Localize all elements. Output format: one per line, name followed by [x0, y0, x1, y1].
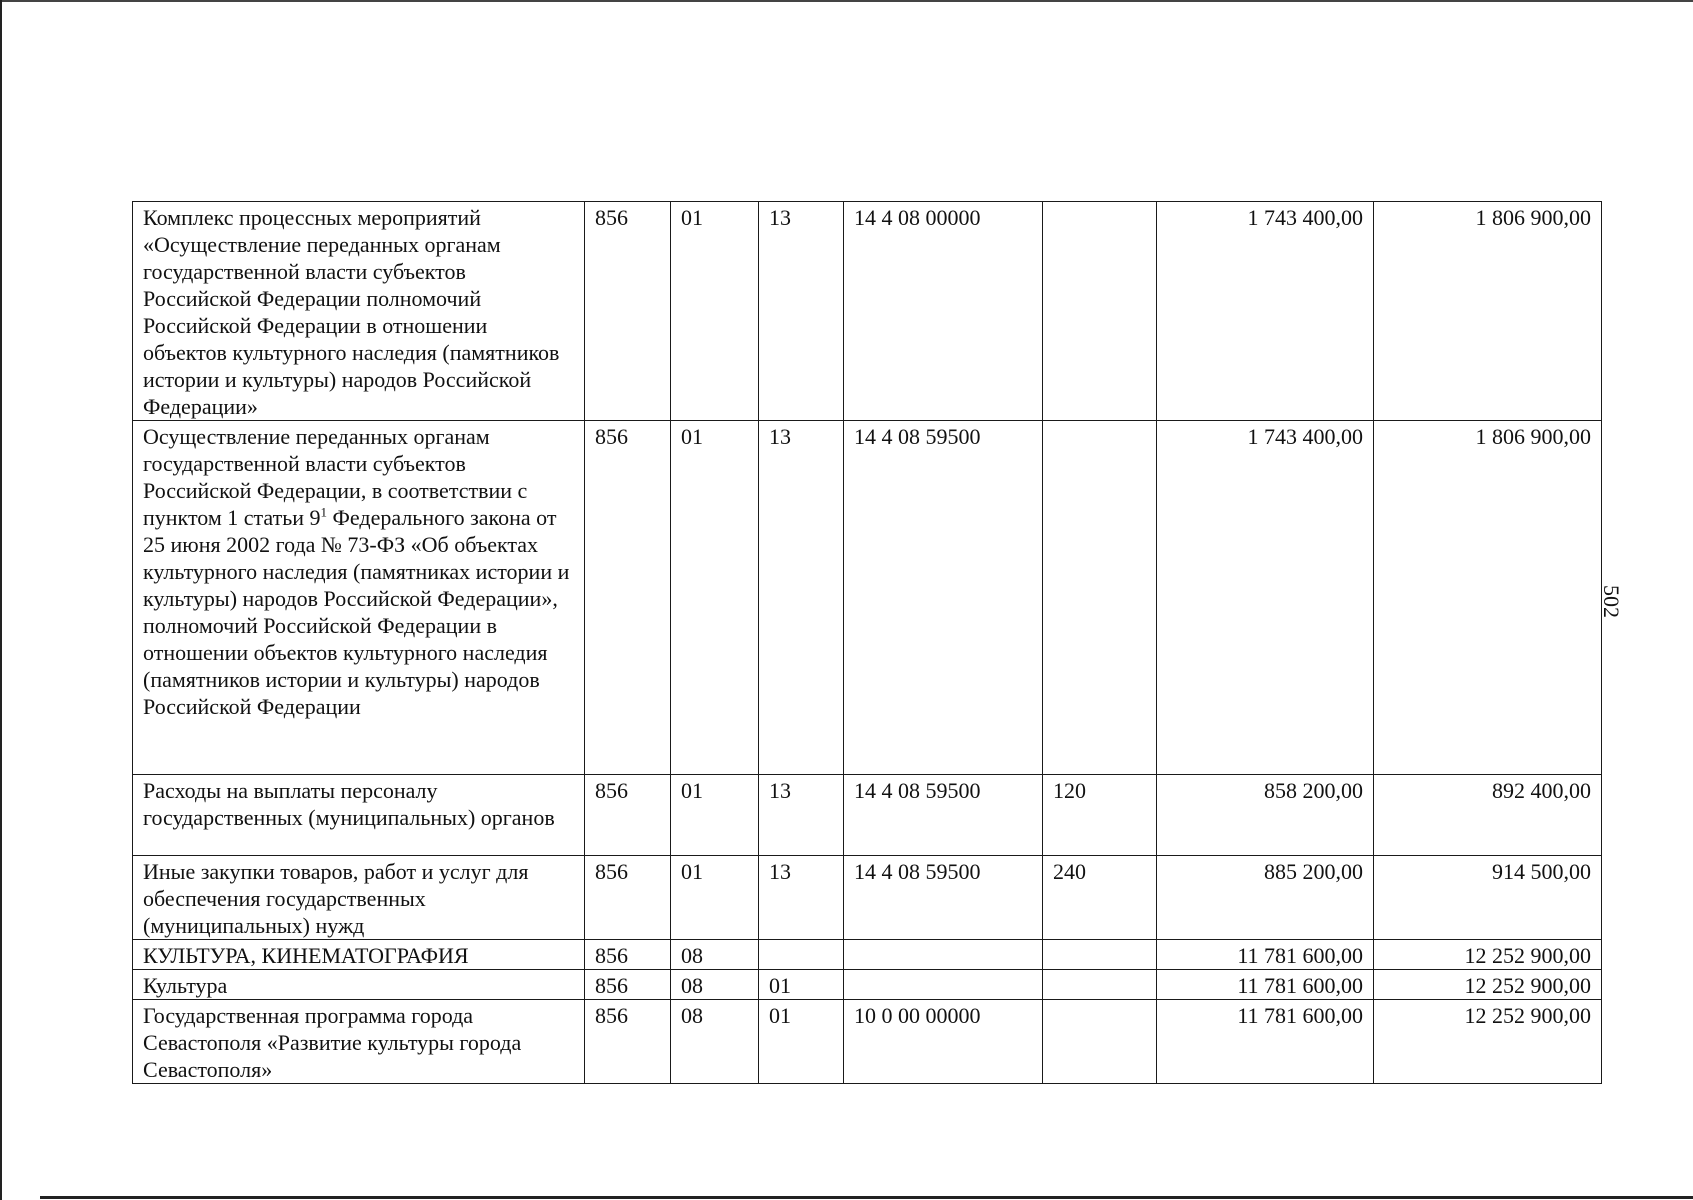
- row-sum-1: 858 200,00: [1157, 775, 1374, 856]
- row-sum-1: 1 743 400,00: [1157, 421, 1374, 775]
- table-row: [133, 970, 1602, 1000]
- row-name: Комплекс процессных мероприятий «Осуществление переданных органам государственной власти субъектов Российской Федерации полномочий Российской Федерации в отношении объектов культурного наследия (памятников истории и культуры) народов Российской Федерации»: [133, 202, 585, 421]
- row-ved: 856: [585, 970, 671, 1000]
- row-name: Культура: [133, 970, 585, 1000]
- row-sum-2: 914 500,00: [1374, 856, 1602, 940]
- row-csr: 14 4 08 59500: [844, 856, 1043, 940]
- table-row: [133, 202, 1602, 421]
- row-sum-1: 11 781 600,00: [1157, 970, 1374, 1000]
- row-ved: 856: [585, 940, 671, 970]
- row-csr: 14 4 08 00000: [844, 202, 1043, 421]
- row-sum-1: 11 781 600,00: [1157, 1000, 1374, 1084]
- row-rz: 08: [671, 970, 759, 1000]
- row-sum-2: 12 252 900,00: [1374, 1000, 1602, 1084]
- row-vr: 240: [1043, 856, 1157, 940]
- row-sum-1: 885 200,00: [1157, 856, 1374, 940]
- page-edge-top: [0, 0, 1693, 2]
- row-ved: 856: [585, 775, 671, 856]
- page-edge-left: [0, 0, 2, 1200]
- row-rz: 01: [671, 856, 759, 940]
- row-vr: [1043, 970, 1157, 1000]
- row-ved: 856: [585, 856, 671, 940]
- row-csr: 14 4 08 59500: [844, 421, 1043, 775]
- row-sum-2: 12 252 900,00: [1374, 970, 1602, 1000]
- row-rz: 08: [671, 940, 759, 970]
- row-rz: 01: [671, 421, 759, 775]
- row-csr: [844, 940, 1043, 970]
- row-pr: 01: [759, 970, 844, 1000]
- row-vr: [1043, 940, 1157, 970]
- row-pr: 13: [759, 775, 844, 856]
- row-rz: 01: [671, 775, 759, 856]
- row-name-part: Федерального закона от 25 июня 2002 года № 73-ФЗ «Об объектах культурного наследия (памятниках истории и культуры) народов Российской Федерации», полномочий Российской Федерации в отношении объектов культурного наследия (памятников истории и культуры) народов Российской Федерации: [143, 505, 570, 719]
- superscript: 1: [320, 504, 328, 520]
- row-rz: 08: [671, 1000, 759, 1084]
- page-number: 502: [1599, 585, 1624, 618]
- table-row: [133, 856, 1602, 940]
- row-name: Иные закупки товаров, работ и услуг для обеспечения государственных (муниципальных) нужд: [133, 856, 585, 940]
- row-sum-2: 1 806 900,00: [1374, 202, 1602, 421]
- row-ved: 856: [585, 421, 671, 775]
- row-pr: 13: [759, 421, 844, 775]
- table-row: [133, 1000, 1602, 1084]
- row-pr: 01: [759, 1000, 844, 1084]
- row-name: Расходы на выплаты персоналу государственных (муниципальных) органов: [133, 775, 585, 856]
- row-pr: [759, 940, 844, 970]
- row-csr: [844, 970, 1043, 1000]
- row-sum-1: 11 781 600,00: [1157, 940, 1374, 970]
- row-sum-2: 12 252 900,00: [1374, 940, 1602, 970]
- row-vr: 120: [1043, 775, 1157, 856]
- table-row: [133, 940, 1602, 970]
- table-row: [133, 775, 1602, 856]
- row-name: Государственная программа города Севастополя «Развитие культуры города Севастополя»: [133, 1000, 585, 1084]
- row-name: КУЛЬТУРА, КИНЕМАТОГРАФИЯ: [133, 940, 585, 970]
- row-pr: 13: [759, 202, 844, 421]
- row-sum-1: 1 743 400,00: [1157, 202, 1374, 421]
- row-name: [133, 421, 585, 775]
- row-sum-2: 1 806 900,00: [1374, 421, 1602, 775]
- row-ved: 856: [585, 202, 671, 421]
- row-vr: [1043, 1000, 1157, 1084]
- row-name-part: Осуществление переданных органам государственной власти субъектов Российской Федерации, в соответствии с пунктом 1 статьи 9: [143, 424, 528, 530]
- row-csr: 10 0 00 00000: [844, 1000, 1043, 1084]
- row-vr: [1043, 202, 1157, 421]
- row-ved: 856: [585, 1000, 671, 1084]
- row-vr: [1043, 421, 1157, 775]
- page-edge-bottom: [40, 1196, 1693, 1199]
- table-row: [133, 421, 1602, 775]
- row-rz: 01: [671, 202, 759, 421]
- budget-table: [132, 201, 1602, 1084]
- row-sum-2: 892 400,00: [1374, 775, 1602, 856]
- row-csr: 14 4 08 59500: [844, 775, 1043, 856]
- row-pr: 13: [759, 856, 844, 940]
